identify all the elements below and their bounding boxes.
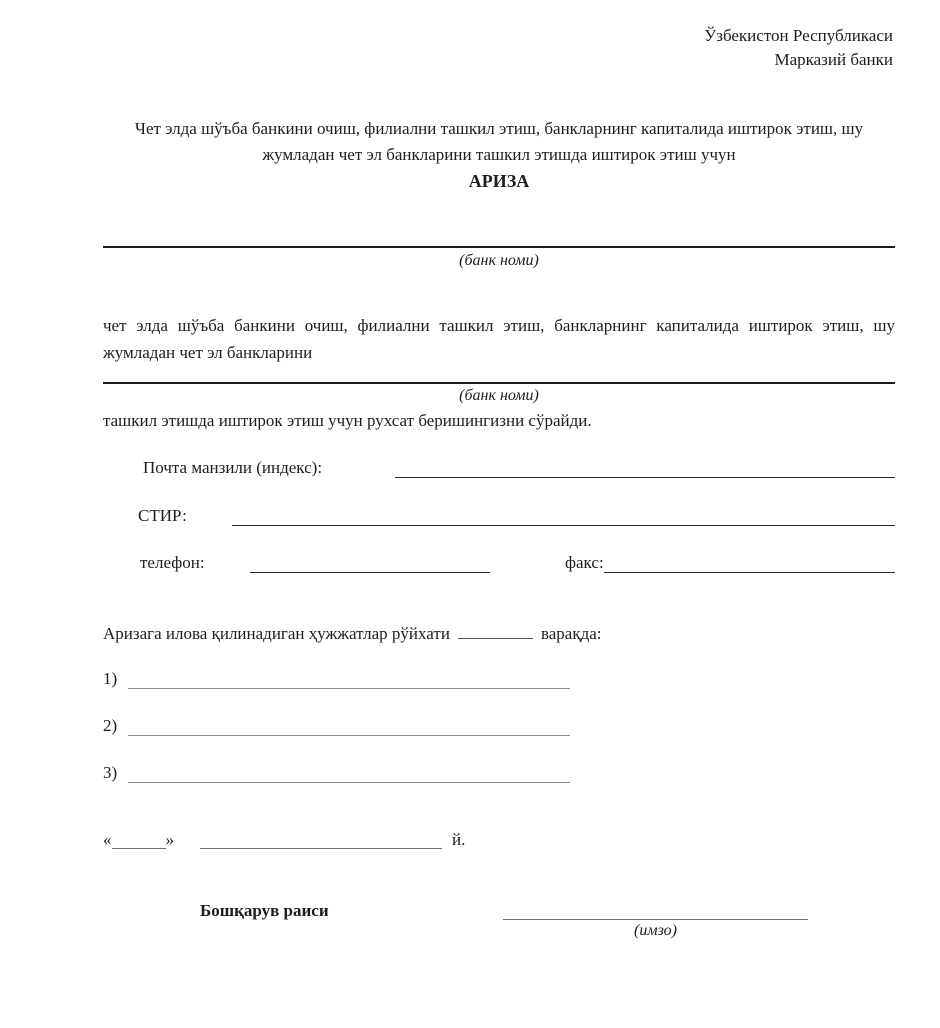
indent-spacer [103,456,143,480]
attachments-pages-input[interactable] [458,624,533,639]
signature-input[interactable] [503,901,808,920]
item-number: 2) [103,716,118,735]
body-paragraph: чет элда шўъба банкини очиш, филиални ташкил этиш, банкларнинг капиталида иштирок этиш, шу жумладан чет эл банкларини [103,316,895,362]
postal-address-input[interactable] [395,456,895,478]
request-sentence: ташкил этишда иштирок этиш учун рухсат беришингизни сўрайди. [103,411,592,430]
form-heading: АРИЗА [468,171,530,191]
signature-block [503,901,808,942]
form-title-intro: Чет элда шўъба банкини очиш, филиални ташкил этиш, банкларнинг капиталида иштирок этиш, шу жумладан чет эл банкларини ташкил этишда иштирок этиш учун [134,119,864,164]
signature-caption: (имзо) [634,922,677,939]
bank-name-input-1[interactable] [103,246,895,248]
item-number: 1) [103,669,118,688]
phone-fax-row [103,551,895,575]
postal-address-label: Почта манзили (индекс): [143,458,323,477]
item-number: 3) [103,763,118,782]
fax-input[interactable] [604,551,895,573]
bank-name-caption-1: (банк номи) [459,252,539,269]
attachments-lead-text: Аризага илова қилинадиган ҳужжатлар рўйхати [103,624,450,643]
phone-label: телефон: [140,553,205,572]
date-close-quote: » [165,830,174,849]
date-day-input[interactable] [112,828,166,849]
indent-spacer [103,551,140,575]
org-header [704,24,893,72]
bank-name-input-2[interactable] [103,382,895,384]
stir-label: СТИР: [138,506,187,525]
fax-label: факс: [565,553,604,572]
stir-row [103,504,895,528]
phone-input[interactable] [250,551,490,573]
date-month-input[interactable] [200,828,442,849]
attachment-item-row [103,760,570,785]
form-title-block [103,116,895,194]
attachments-intro [103,622,895,646]
date-row [103,828,603,851]
attachment-item-input-1[interactable] [128,666,570,689]
gap-spacer [490,551,565,575]
indent-spacer [103,504,138,528]
postal-address-row [103,456,895,480]
attachment-item-row [103,713,570,738]
attachments-tail-text: варақда: [540,624,602,643]
attachment-item-input-2[interactable] [128,713,570,736]
org-dept: Марказий банки [774,50,893,69]
attachment-item-input-3[interactable] [128,760,570,783]
attachment-item-row [103,666,570,691]
org-name: Ўзбекистон Республикаси [704,26,893,45]
signatory-role: Бошқарув раиси [200,901,329,920]
bank-name-caption-2: (банк номи) [459,387,539,404]
date-open-quote: « [103,830,112,849]
date-year-suffix: й. [452,830,466,849]
stir-input[interactable] [232,504,895,526]
